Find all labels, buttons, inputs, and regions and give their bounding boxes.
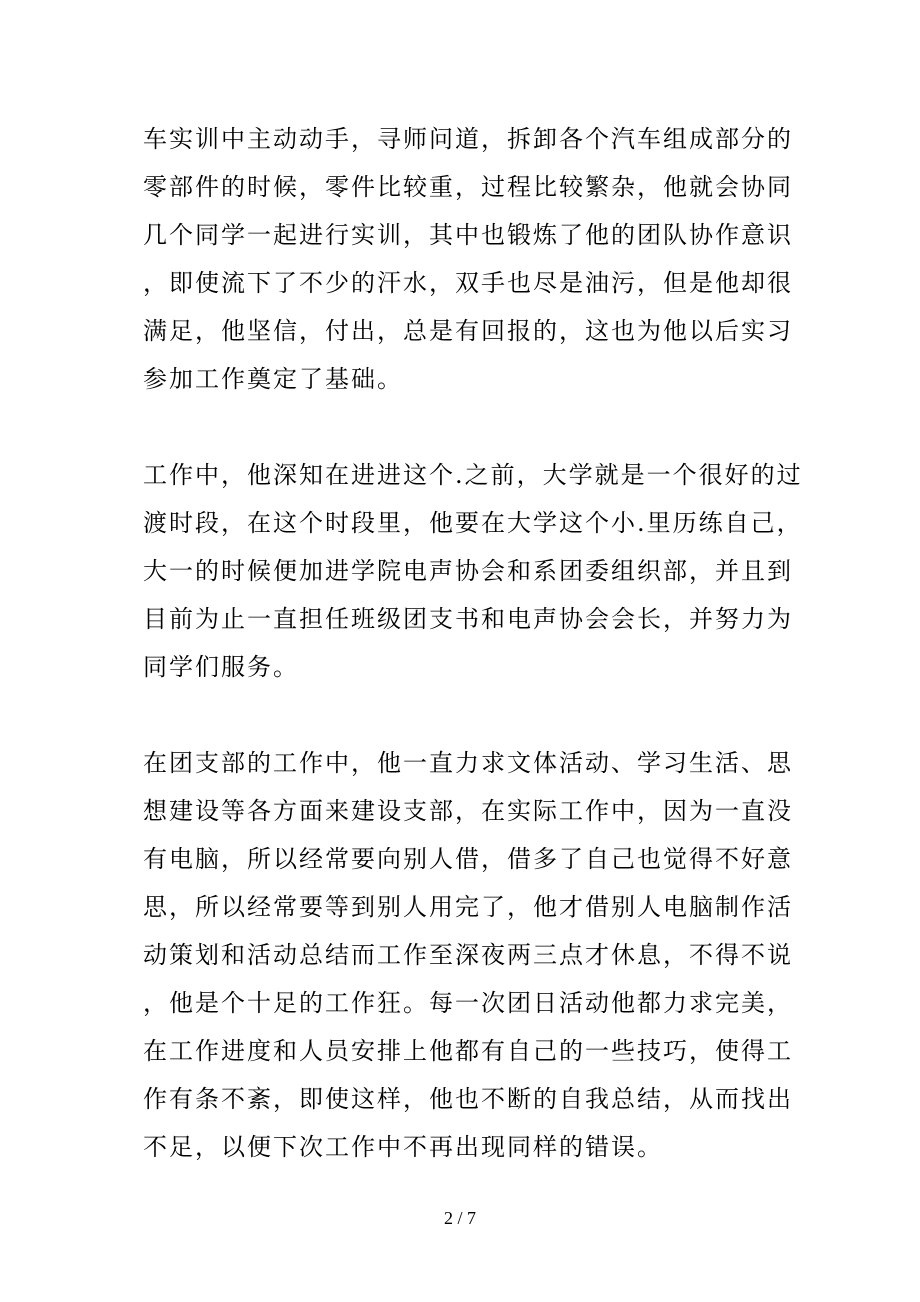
text-line: 工作中，他深知在进进这个.之前，大学就是一个很好的过 [143,461,803,489]
text-line: 想建设等各方面来建设支部，在实际工作中，因为一直没 [143,797,793,825]
text-line: ，即使流下了不少的汗水，双手也尽是油污，但是他却很 [143,269,793,297]
text-line: 满足，他坚信，付出，总是有回报的，这也为他以后实习 [143,317,793,345]
text-line: 作有条不紊，即使这样，他也不断的自我总结，从而找出 [143,1085,793,1113]
paragraph-3 [143,739,793,1171]
text-line: ，他是个十足的工作狂。每一次团日活动他都力求完美， [143,989,793,1017]
paragraph-1 [143,115,793,403]
text-line: 思，所以经常要等到别人用完了，他才借别人电脑制作活 [143,893,793,921]
text-line: 在团支部的工作中，他一直力求文体活动、学习生活、思 [143,749,793,777]
text-line: 同学们服务。 [143,653,299,681]
text-line: 零部件的时候，零件比较重，过程比较繁杂，他就会协同 [143,173,793,201]
text-line: 在工作进度和人员安排上他都有自己的一些技巧，使得工 [143,1037,793,1065]
text-line: 目前为止一直担任班级团支书和电声协会会长，并努力为 [143,605,793,633]
paragraph-2 [143,451,803,691]
text-line: 动策划和活动总结而工作至深夜两三点才休息，不得不说 [143,941,793,969]
text-line: 几个同学一起进行实训，其中也锻炼了他的团队协作意识 [143,221,793,249]
text-line: 车实训中主动动手，寻师问道，拆卸各个汽车组成部分的 [143,125,793,153]
text-line: 有电脑，所以经常要向别人借，借多了自己也觉得不好意 [143,845,793,873]
page-number: 2 / 7 [443,1208,476,1228]
text-line: 不足，以便下次工作中不再出现同样的错误。 [143,1133,663,1161]
text-line: 大一的时候便加进学院电声协会和系团委组织部，并且到 [143,557,793,585]
text-line: 渡时段，在这个时段里，他要在大学这个小.里历练自己， [143,509,803,537]
text-line: 参加工作奠定了基础。 [143,365,403,393]
